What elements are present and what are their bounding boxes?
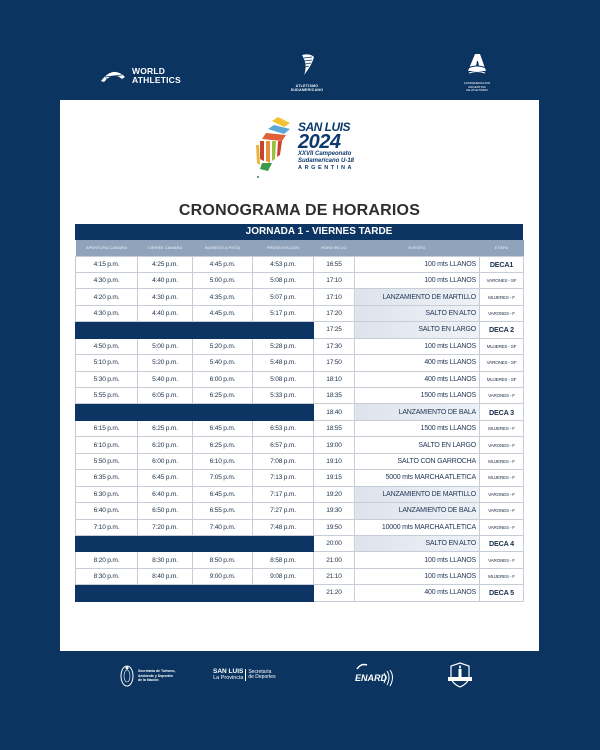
ingreso-pista-cell: 5:00 p.m. xyxy=(193,272,253,288)
evento-cell: 400 mts LLANOS xyxy=(355,371,480,387)
hora-inicio-cell: 19:30 xyxy=(314,503,355,519)
event-emblem-icon xyxy=(250,115,300,185)
table-row xyxy=(76,552,524,568)
apertura-camara-cell: 6:40 p.m. xyxy=(76,503,138,519)
evento-cell: SALTO EN LARGO xyxy=(355,437,480,453)
atletismo-sudamericano-icon xyxy=(296,53,318,77)
hora-inicio-cell: 17:20 xyxy=(314,305,355,321)
apertura-camara-cell: 7:10 p.m. xyxy=(76,519,138,535)
ingreso-pista-cell: 6:45 p.m. xyxy=(193,486,253,502)
cierre-camara-cell: 6:05 p.m. xyxy=(138,388,193,404)
presentacion-cell: 5:48 p.m. xyxy=(253,355,314,371)
table-row xyxy=(76,503,524,519)
table-row xyxy=(76,535,524,551)
world-athletics-line2: ATHLETICS xyxy=(132,75,181,85)
secretaria-line3: de la Nación xyxy=(138,678,159,683)
table-row xyxy=(76,388,524,404)
apertura-camara-cell: 6:15 p.m. xyxy=(76,420,138,436)
etapa-cell: DECA 4 xyxy=(480,535,524,551)
cierre-camara-cell: 6:50 p.m. xyxy=(138,503,193,519)
cierre-camara-cell: 4:30 p.m. xyxy=(138,289,193,305)
cierre-camara-cell: 4:40 p.m. xyxy=(138,305,193,321)
etapa-cell: VARONES - SF xyxy=(480,355,524,371)
hora-inicio-cell: 18:55 xyxy=(314,420,355,436)
hora-inicio-cell: 17:10 xyxy=(314,272,355,288)
presentacion-cell: 7:17 p.m. xyxy=(253,486,314,502)
hora-inicio-cell: 17:50 xyxy=(314,355,355,371)
table-row xyxy=(76,256,524,272)
shield-torch-icon xyxy=(448,662,472,688)
table-row xyxy=(76,470,524,486)
cierre-camara-cell: 8:30 p.m. xyxy=(138,552,193,568)
evento-cell: LANZAMIENTO DE MARTILLO xyxy=(355,289,480,305)
enard-icon xyxy=(353,663,397,689)
world-athletics-icon xyxy=(100,69,126,83)
apertura-camara-cell: 6:35 p.m. xyxy=(76,470,138,486)
table-title: JORNADA 1 - VIERNES TARDE xyxy=(75,224,523,240)
evento-cell: 10000 mts MARCHA ATLETICA xyxy=(355,519,480,535)
ingreso-pista-cell: 6:55 p.m. xyxy=(193,503,253,519)
presentacion-cell: 7:27 p.m. xyxy=(253,503,314,519)
table-row xyxy=(76,305,524,321)
secretaria-logo xyxy=(120,664,175,688)
etapa-cell: MUJERES - F xyxy=(480,289,524,305)
evento-cell: SALTO EN LARGO xyxy=(355,322,480,338)
etapa-cell: VARONES - F xyxy=(480,486,524,502)
ingreso-pista-cell: 6:45 p.m. xyxy=(193,420,253,436)
apertura-camara-cell: 8:30 p.m. xyxy=(76,568,138,584)
apertura-camara-cell: 6:30 p.m. xyxy=(76,486,138,502)
presentacion-cell: 4:53 p.m. xyxy=(253,256,314,272)
hora-inicio-cell: 18:40 xyxy=(314,404,355,420)
atletismo-line2: SUDAMERICANO xyxy=(290,88,324,92)
presentacion-cell: 7:48 p.m. xyxy=(253,519,314,535)
apertura-camara-cell: 8:20 p.m. xyxy=(76,552,138,568)
la-provincia-text: La Provincia xyxy=(213,674,244,681)
col-ingreso-pista: INGRESO A PISTA xyxy=(193,240,253,256)
etapa-cell: VARONES - F xyxy=(480,388,524,404)
hora-inicio-cell: 19:15 xyxy=(314,470,355,486)
etapa-cell: MUJERES - SF xyxy=(480,371,524,387)
presentacion-cell: 5:33 p.m. xyxy=(253,388,314,404)
hora-inicio-cell: 19:20 xyxy=(314,486,355,502)
etapa-cell: DECA1 xyxy=(480,256,524,272)
apertura-camara-cell: 4:20 p.m. xyxy=(76,289,138,305)
hora-inicio-cell: 18:10 xyxy=(314,371,355,387)
ingreso-pista-cell: 4:45 p.m. xyxy=(193,305,253,321)
table-row xyxy=(76,585,524,601)
col-apertura-camara: APERTURA CAMARA xyxy=(76,240,138,256)
table-row xyxy=(76,338,524,354)
secretaria-text: Secretaría xyxy=(248,668,272,675)
enard-logo xyxy=(353,663,397,691)
table-row xyxy=(76,355,524,371)
svg-text:ENARD: ENARD xyxy=(355,673,388,683)
footer-logos xyxy=(0,660,600,700)
event-country: ARGENTINA xyxy=(298,165,355,171)
event-logo xyxy=(250,115,370,185)
cada-icon xyxy=(466,53,488,75)
atletismo-sudamericano-logo xyxy=(287,53,327,92)
schedule-table xyxy=(75,224,523,602)
presentacion-cell: 7:13 p.m. xyxy=(253,470,314,486)
cierre-camara-cell: 6:45 p.m. xyxy=(138,470,193,486)
presentacion-cell: 6:57 p.m. xyxy=(253,437,314,453)
table-row xyxy=(76,272,524,288)
ingreso-pista-cell: 4:45 p.m. xyxy=(193,256,253,272)
blank-navy-cell xyxy=(76,535,314,551)
cierre-camara-cell: 5:40 p.m. xyxy=(138,371,193,387)
table-row xyxy=(76,568,524,584)
apertura-camara-cell: 5:50 p.m. xyxy=(76,453,138,469)
ingreso-pista-cell: 7:40 p.m. xyxy=(193,519,253,535)
ingreso-pista-cell: 6:10 p.m. xyxy=(193,453,253,469)
ingreso-pista-cell: 6:25 p.m. xyxy=(193,388,253,404)
evento-cell: 100 mts LLANOS xyxy=(355,272,480,288)
evento-cell: 400 mts LLANOS xyxy=(355,355,480,371)
presentacion-cell: 8:58 p.m. xyxy=(253,552,314,568)
hora-inicio-cell: 21:00 xyxy=(314,552,355,568)
san-luis-text: SAN LUIS xyxy=(213,668,244,675)
apertura-camara-cell: 5:30 p.m. xyxy=(76,371,138,387)
table-row xyxy=(76,289,524,305)
presentacion-cell: 7:08 p.m. xyxy=(253,453,314,469)
etapa-cell: VARONES - SF xyxy=(480,272,524,288)
etapa-cell: DECA 5 xyxy=(480,585,524,601)
evento-cell: 100 mts LLANOS xyxy=(355,552,480,568)
presentacion-cell: 6:53 p.m. xyxy=(253,420,314,436)
table-row xyxy=(76,486,524,502)
apertura-camara-cell: 6:10 p.m. xyxy=(76,437,138,453)
evento-cell: 100 mts LLANOS xyxy=(355,568,480,584)
etapa-cell: VARONES - F xyxy=(480,305,524,321)
atletismo-line1: ATLETISMO xyxy=(295,84,319,88)
etapa-cell: MUJERES - F xyxy=(480,568,524,584)
event-subtitle-2: Sudamericano U-18 xyxy=(298,157,355,164)
cada-line2: DE ATLETISMO xyxy=(466,88,488,92)
de-deportes-text: de Deportes xyxy=(248,674,276,680)
hora-inicio-cell: 19:50 xyxy=(314,519,355,535)
hora-inicio-cell: 19:00 xyxy=(314,437,355,453)
apertura-camara-cell: 4:30 p.m. xyxy=(76,305,138,321)
evento-cell: SALTO CON GARROCHA xyxy=(355,453,480,469)
table-row xyxy=(76,322,524,338)
etapa-cell: MUJERES - F xyxy=(480,420,524,436)
evento-cell: 5000 mts MARCHA ATLETICA xyxy=(355,470,480,486)
evento-cell: 1500 mts LLANOS xyxy=(355,388,480,404)
hora-inicio-cell: 21:10 xyxy=(314,568,355,584)
ingreso-pista-cell: 4:35 p.m. xyxy=(193,289,253,305)
secretaria-line1: Secretaría de Turismo, xyxy=(138,669,176,674)
apertura-camara-cell: 4:50 p.m. xyxy=(76,338,138,354)
cierre-camara-cell: 6:00 p.m. xyxy=(138,453,193,469)
etapa-cell: DECA 2 xyxy=(480,322,524,338)
presentacion-cell: 5:17 p.m. xyxy=(253,305,314,321)
hora-inicio-cell: 19:10 xyxy=(314,453,355,469)
event-year: 2024 xyxy=(298,131,341,153)
etapa-cell: MUJERES - F xyxy=(480,453,524,469)
san-luis-deportes-logo xyxy=(213,669,276,681)
col-etapa: ETAPA xyxy=(480,240,524,256)
cierre-camara-cell: 6:40 p.m. xyxy=(138,486,193,502)
hora-inicio-cell: 17:30 xyxy=(314,338,355,354)
evento-cell: 100 mts LLANOS xyxy=(355,256,480,272)
national-emblem-icon xyxy=(120,664,134,688)
etapa-cell: VARONES - F xyxy=(480,503,524,519)
hora-inicio-cell: 17:10 xyxy=(314,289,355,305)
etapa-cell: DECA 3 xyxy=(480,404,524,420)
table-row xyxy=(76,371,524,387)
cierre-camara-cell: 7:20 p.m. xyxy=(138,519,193,535)
apertura-camara-cell: 5:55 p.m. xyxy=(76,388,138,404)
ingreso-pista-cell: 6:00 p.m. xyxy=(193,371,253,387)
etapa-cell: MUJERES - SF xyxy=(480,338,524,354)
cierre-camara-cell: 5:00 p.m. xyxy=(138,338,193,354)
apertura-camara-cell: 4:30 p.m. xyxy=(76,272,138,288)
etapa-cell: VARONES - F xyxy=(480,437,524,453)
hora-inicio-cell: 21:20 xyxy=(314,585,355,601)
evento-cell: 1500 mts LLANOS xyxy=(355,420,480,436)
evento-cell: LANZAMIENTO DE BALA xyxy=(355,404,480,420)
ingreso-pista-cell: 6:25 p.m. xyxy=(193,437,253,453)
table-row xyxy=(76,420,524,436)
hora-inicio-cell: 17:25 xyxy=(314,322,355,338)
world-athletics-line1: WORLD xyxy=(132,66,166,76)
ingreso-pista-cell: 5:20 p.m. xyxy=(193,338,253,354)
apertura-camara-cell: 5:10 p.m. xyxy=(76,355,138,371)
presentacion-cell: 5:08 p.m. xyxy=(253,371,314,387)
hora-inicio-cell: 18:35 xyxy=(314,388,355,404)
event-city: SAN LUIS xyxy=(298,120,351,134)
col-hora-inicio: HORA INICIO xyxy=(314,240,355,256)
presentacion-cell: 5:28 p.m. xyxy=(253,338,314,354)
evento-cell: 100 mts LLANOS xyxy=(355,338,480,354)
page-title: CRONOGRAMA DE HORARIOS xyxy=(178,202,421,219)
cierre-camara-cell: 4:40 p.m. xyxy=(138,272,193,288)
table-row xyxy=(76,437,524,453)
shield-logo xyxy=(448,662,472,693)
table-row xyxy=(76,453,524,469)
table-body xyxy=(76,256,524,601)
cierre-camara-cell: 4:25 p.m. xyxy=(138,256,193,272)
table-row xyxy=(76,404,524,420)
hora-inicio-cell: 20:00 xyxy=(314,535,355,551)
cierre-camara-cell: 6:25 p.m. xyxy=(138,420,193,436)
cierre-camara-cell: 8:40 p.m. xyxy=(138,568,193,584)
ingreso-pista-cell: 5:40 p.m. xyxy=(193,355,253,371)
blank-navy-cell xyxy=(76,585,314,601)
table-row xyxy=(76,519,524,535)
etapa-cell: MUJERES - F xyxy=(480,470,524,486)
cierre-camara-cell: 5:20 p.m. xyxy=(138,355,193,371)
cada-logo xyxy=(457,53,497,93)
schedule-card xyxy=(60,100,539,651)
hora-inicio-cell: 16:55 xyxy=(314,256,355,272)
ingreso-pista-cell: 9:00 p.m. xyxy=(193,568,253,584)
blank-navy-cell xyxy=(76,322,314,338)
world-athletics-logo xyxy=(100,67,181,85)
evento-cell: SALTO EN ALTO xyxy=(355,535,480,551)
evento-cell: SALTO EN ALTO xyxy=(355,305,480,321)
col-evento: EVENTO xyxy=(355,240,480,256)
cada-line1: CONFEDERACION ARGENTINA xyxy=(463,81,491,89)
evento-cell: LANZAMIENTO DE MARTILLO xyxy=(355,486,480,502)
col-presentacion: PRESENTACION xyxy=(253,240,314,256)
event-subtitle-1: XXVII Campeonato xyxy=(298,151,352,157)
header-logos xyxy=(0,50,600,95)
col-cierre-camara: CIERRE CAMARA xyxy=(138,240,193,256)
apertura-camara-cell: 4:15 p.m. xyxy=(76,256,138,272)
presentacion-cell: 9:08 p.m. xyxy=(253,568,314,584)
presentacion-cell: 5:07 p.m. xyxy=(253,289,314,305)
evento-cell: LANZAMIENTO DE BALA xyxy=(355,503,480,519)
divider xyxy=(245,669,246,681)
etapa-cell: VARONES - F xyxy=(480,552,524,568)
evento-cell: 400 mts LLANOS xyxy=(355,585,480,601)
cierre-camara-cell: 6:20 p.m. xyxy=(138,437,193,453)
secretaria-line2: Ambiente y Deportes xyxy=(138,673,174,678)
presentacion-cell: 5:08 p.m. xyxy=(253,272,314,288)
etapa-cell: VARONES - F xyxy=(480,519,524,535)
ingreso-pista-cell: 8:50 p.m. xyxy=(193,552,253,568)
column-header-row xyxy=(76,240,524,256)
blank-navy-cell xyxy=(76,404,314,420)
ingreso-pista-cell: 7:05 p.m. xyxy=(193,470,253,486)
